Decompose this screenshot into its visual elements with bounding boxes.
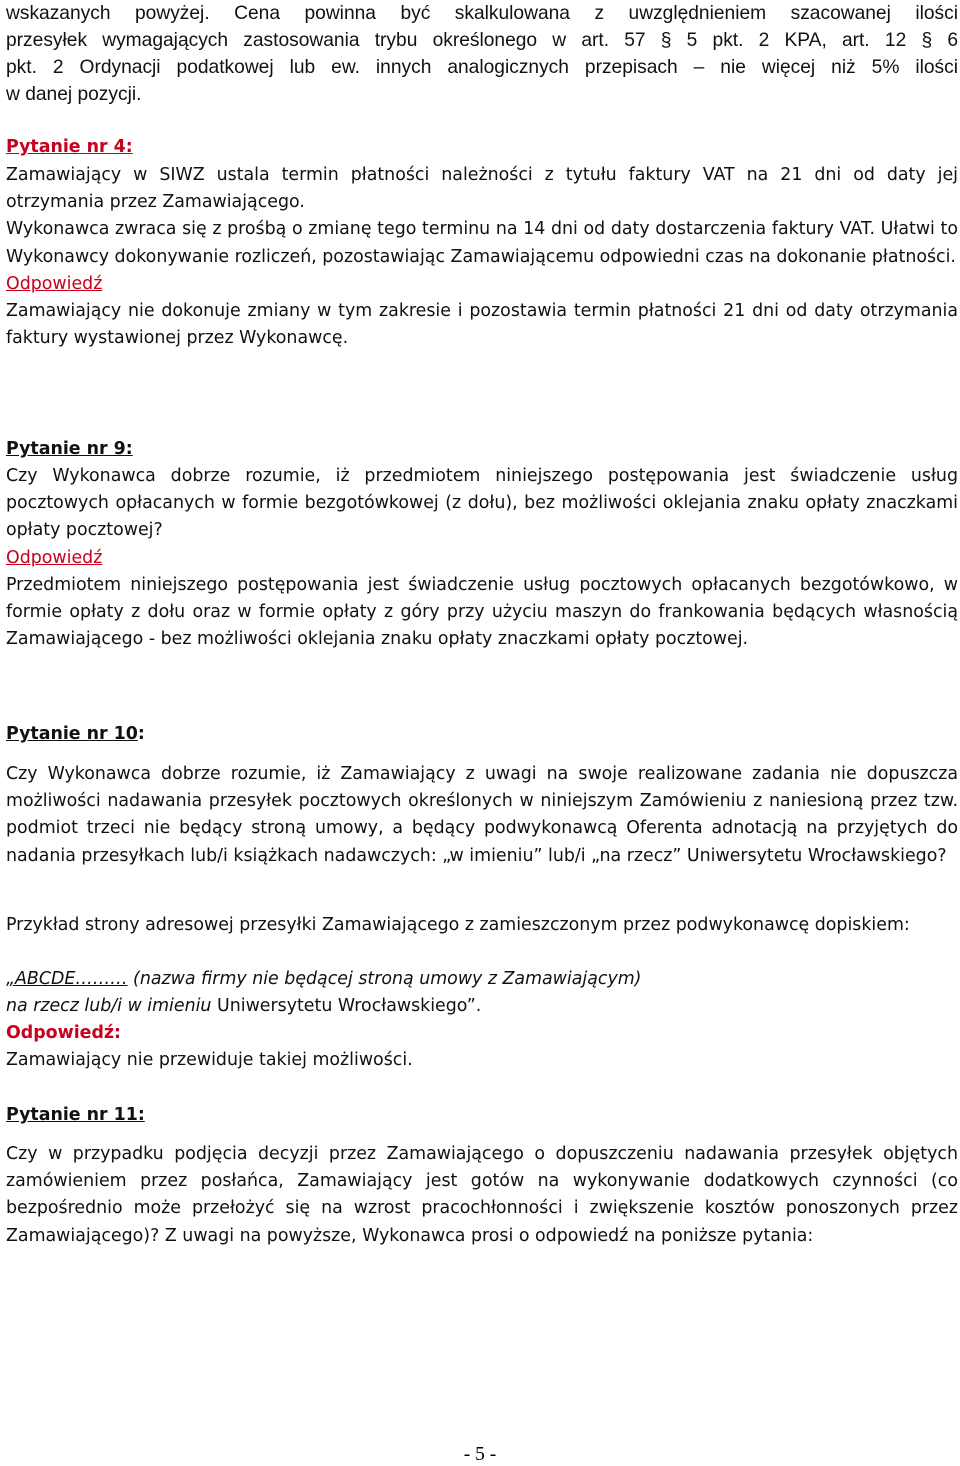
intro-paragraph xyxy=(6,0,958,108)
question-4-answer: Zamawiający nie dokonuje zmiany w tym zakresie i pozostawia termin płatności 21 dni od daty otrzymania faktury wystawionej przez Wykonawcę. xyxy=(6,301,958,349)
question-10-example xyxy=(6,966,958,1020)
question-10-heading-text: Pytanie nr 10 xyxy=(6,724,138,744)
question-4-answer-label: Odpowiedź xyxy=(6,273,103,294)
intro-line: pkt. 2 Ordynacji podatkowej lub ew. innych analogicznych przepisach – nie więcej niż 5% ilości xyxy=(6,57,958,78)
question-10-heading-colon: : xyxy=(137,724,145,744)
question-4-heading: Pytanie nr 4: xyxy=(6,137,133,157)
question-10-text: Czy Wykonawca dobrze rozumie, iż Zamawiający z uwagi na swoje realizowane zadania nie dopuszcza możliwości nadawania przesyłek pocztowych określonych w niniejszym Zamówieniu z naniesioną przez tzw. podmiot trzeci nie będący stroną umowy, a będący podwykonawcą Oferenta adnotacją na przyjętych do nadania przesyłkach lub/i książkach nadawczych: „w imieniu” lub/i „na rzecz” Uniwersytetu Wrocławskiego? xyxy=(6,764,958,866)
question-9-heading: Pytanie nr 9: xyxy=(6,439,133,459)
question-9-body xyxy=(6,463,958,653)
question-10-answer: Zamawiający nie przewiduje takiej możliwości. xyxy=(6,1050,413,1070)
question-4-body xyxy=(6,162,958,352)
question-4-text-2: Wykonawca zwraca się z prośbą o zmianę tego terminu na 14 dni od daty dostarczenia faktury VAT. Ułatwi to Wykonawcy dokonywanie rozliczeń, pozostawiając Zamawiającemu odpowiedni czas na dokonanie płatności. xyxy=(6,219,958,267)
question-11-heading: Pytanie nr 11: xyxy=(6,1105,145,1125)
question-9-text: Czy Wykonawca dobrze rozumie, iż przedmiotem niniejszego postępowania jest świadczenie usług pocztowych opłacanych w formie bezgotówkowej (z dołu), bez możliwości oklejania znaku opłaty znaczkami opłaty pocztowej? xyxy=(6,466,958,541)
intro-line: w danej pozycji. xyxy=(6,84,142,105)
question-10-example-line-2 xyxy=(6,993,958,1020)
question-9-answer: Przedmiotem niniejszego postępowania jest świadczenie usług pocztowych opłacanych bezgotówkowo, w formie opłaty z dołu oraz w formie opłaty z góry przy użyciu maszyn do frankowania będących własnością Zamawiającego - bez możliwości oklejania znaku opłaty znaczkami opłaty pocztowej. xyxy=(6,574,958,650)
example-on-behalf: na rzecz lub/i w imieniu xyxy=(6,996,212,1017)
page-number: - 5 - xyxy=(463,1444,497,1465)
question-10-answer-label: Odpowiedź: xyxy=(6,1023,121,1043)
question-10-heading xyxy=(6,721,958,748)
question-10-example-line-1 xyxy=(6,966,958,993)
example-company-note: (nazwa firmy nie będącej stroną umowy z Zamawiającym) xyxy=(127,969,642,989)
question-11-text: Czy w przypadku podjęcia decyzji przez Zamawiającego o dopuszczeniu nadawania przesyłek objętych zamówieniem przez posłańca, Zamawiający jest gotów na wykonywanie dodatkowych czynności (co bezpośrednio może przełożyć się na wzrost pracochłonności i zwiększenie kosztów ponoszonych przez Zamawiającego)? Z uwagi na powyższe, Wykonawca prosi o odpowiedź na poniższe pytania: xyxy=(6,1144,958,1246)
question-9-answer-label: Odpowiedź xyxy=(6,547,103,568)
question-4-text-1: Zamawiający w SIWZ ustala termin płatności należności z tytułu faktury VAT na 21 dni od daty jej otrzymania przez Zamawiającego. xyxy=(6,165,958,213)
example-company-name: „ABCDE……… xyxy=(6,969,128,989)
intro-line: przesyłek wymagających zastosowania trybu określonego w art. 57 § 5 pkt. 2 KPA, art. 12 § 6 xyxy=(6,30,958,51)
example-university: Uniwersytetu Wrocławskiego”. xyxy=(211,996,482,1017)
intro-line: wskazanych powyżej. Cena powinna być skalkulowana z uwzględnieniem szacowanej ilości xyxy=(6,3,958,24)
question-10-example-intro: Przykład strony adresowej przesyłki Zamawiającego z zamieszczonym przez podwykonawcę dopiskiem: xyxy=(6,915,910,935)
